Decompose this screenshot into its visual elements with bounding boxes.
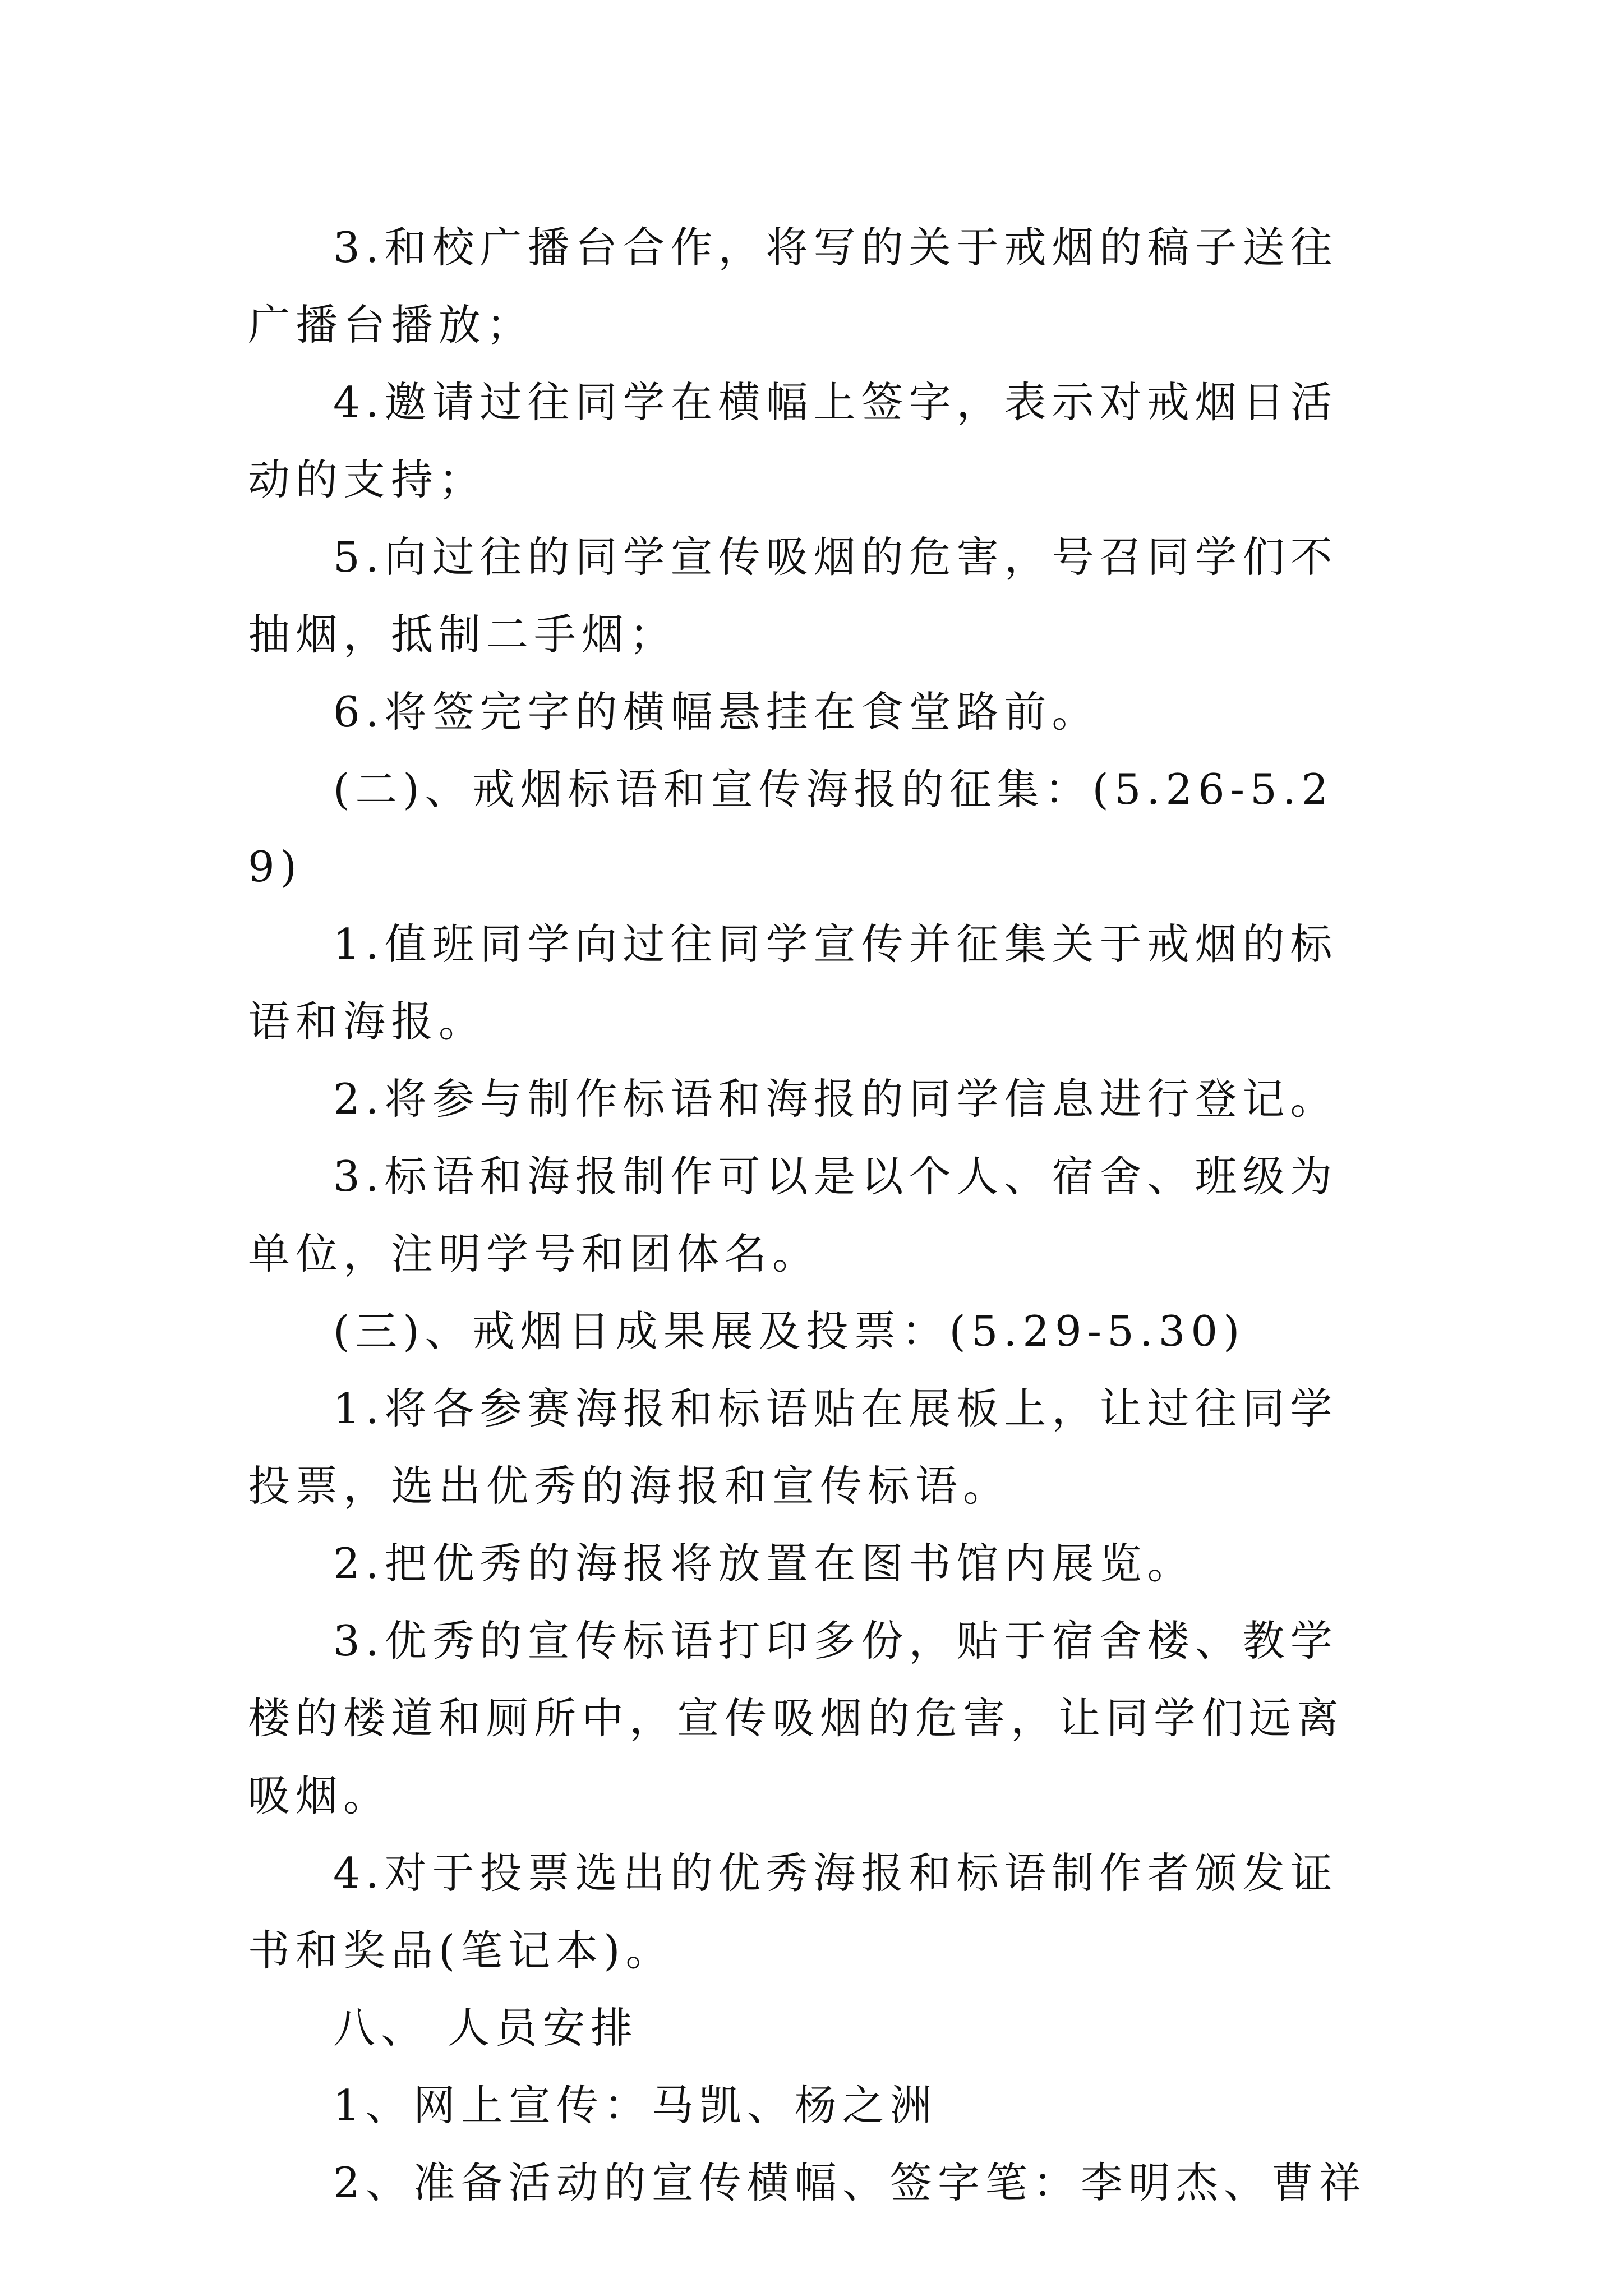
section-heading-staff-arrangement: 八、 人员安排 — [333, 2003, 638, 2053]
paragraph-register-participants: 2.将参与制作标语和海报的同学信息进行登记。 — [333, 1074, 1338, 1124]
section-heading-exhibition-voting: (三)、戒烟日成果展及投票：(5.29-5.30) — [333, 1306, 1246, 1356]
paragraph-banner-signing: 4.邀请过往同学在横幅上签字，表示对戒烟日活动的支持； — [248, 378, 1338, 504]
paragraph-awards: 4.对于投票选出的优秀海报和标语制作者颁发证书和奖品(笔记本)。 — [248, 1848, 1338, 1975]
paragraph-banner-preparation-staff: 2、准备活动的宣传横幅、签字笔：李明杰、曹祥 — [333, 2158, 1367, 2207]
paragraph-production-unit: 3.标语和海报制作可以是以个人、宿舍、班级为单位，注明学号和团体名。 — [248, 1152, 1338, 1278]
paragraph-online-publicity-staff: 1、网上宣传：马凯、杨之洲 — [333, 2081, 938, 2130]
paragraph-smoking-harm-publicity: 5.向过往的同学宣传吸烟的危害，号召同学们不抽烟，抵制二手烟； — [248, 532, 1338, 659]
paragraph-print-slogans: 3.优秀的宣传标语打印多份，贴于宿舍楼、教学楼的楼道和厕所中，宣传吸烟的危害，让同学们远离吸烟。 — [248, 1616, 1345, 1820]
paragraph-display-and-vote: 1.将各参赛海报和标语贴在展板上，让过往同学投票，选出优秀的海报和宣传标语。 — [248, 1384, 1338, 1511]
document-body — [248, 209, 1375, 2221]
paragraph-library-exhibition: 2.把优秀的海报将放置在图书馆内展览。 — [333, 1539, 1195, 1588]
paragraph-broadcast-cooperation: 3.和校广播台合作，将写的关于戒烟的稿子送往广播台播放； — [248, 223, 1338, 349]
paragraph-hang-banner: 6.将签完字的横幅悬挂在食堂路前。 — [333, 687, 1100, 737]
section-heading-slogan-poster-collection: (二)、戒烟标语和宣传海报的征集：(5.26-5.29) — [248, 765, 1334, 891]
paragraph-collect-slogans: 1.值班同学向过往同学宣传并征集关于戒烟的标语和海报。 — [248, 919, 1338, 1046]
